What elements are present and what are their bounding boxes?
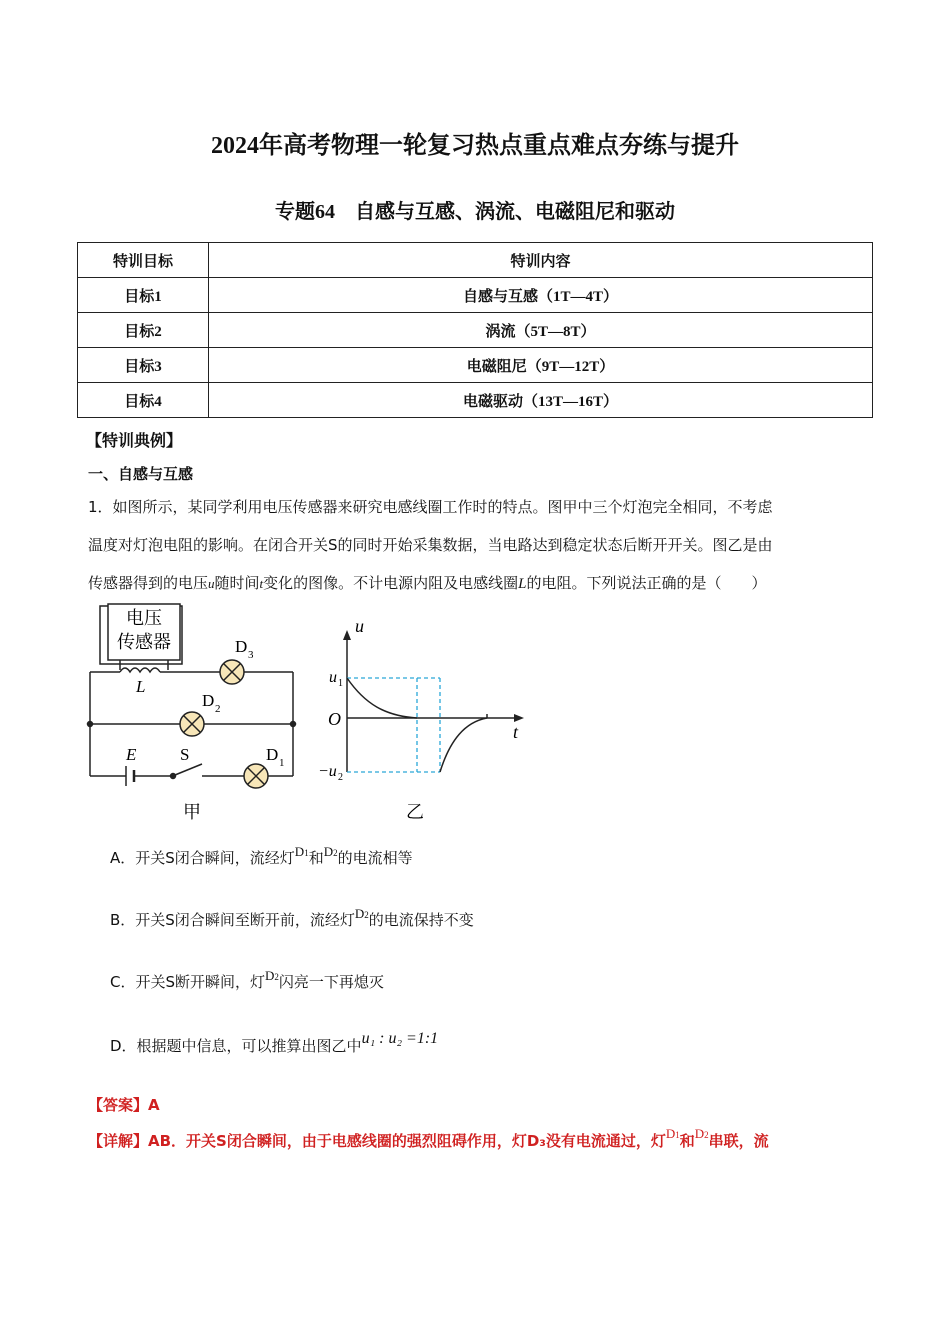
table-header-row [78,243,873,278]
option-a-d2: D [323,844,334,859]
var-u: u [208,576,215,591]
question-fragment: 变化的图像。不计电源内阻及电感线圈 [263,574,519,592]
var-t: t [259,576,264,591]
inductor-coil [120,668,160,672]
option-d-formula: u₁ : u₂ =1:1 [361,1030,439,1047]
detail-d1-sub: 1 [675,1130,680,1140]
table-cell: 涡流（5T—8T） [209,313,873,348]
question-line: 温度对灯泡电阻的影响。在闭合开关S的同时开始采集数据，当电路达到稳定状态后断开开关。图乙是由 [88,536,773,554]
table-row [78,348,873,383]
option-d [110,1032,438,1060]
option-b [110,906,474,930]
u2-subscript: 2 [338,772,343,783]
section-heading-examples: 【特训典例】 [86,431,183,450]
detail-d2-sub: 2 [704,1130,709,1140]
option-a [110,844,413,868]
option-a-tail: 的电流相等 [337,849,413,867]
option-d-text: D．根据题中信息，可以推算出图乙中 [110,1037,362,1055]
detail-fragment: 串联，流 [708,1132,769,1150]
circuit-and-graph-figure [80,600,550,830]
lamp-d3-icon [220,660,244,684]
lamp-d1-icon [244,764,268,788]
document-subtitle: 专题64 自感与互感、涡流、电磁阻尼和驱动 [275,201,675,223]
var-L: L [518,576,527,592]
training-targets-table [77,242,873,418]
table-cell: 电磁驱动（13T—16T） [209,383,873,418]
detail-fragment: 和 [679,1132,695,1150]
option-c [110,968,384,992]
question-line [88,564,868,603]
table-cell: 目标2 [78,313,209,348]
option-c-d2: D [265,968,275,983]
table-cell: 自感与互感（1T—4T） [209,278,873,313]
u1-subscript: 1 [338,678,343,689]
u-axis-arrow [343,630,351,640]
option-a-and: 和 [308,849,324,867]
switch-blade [175,764,202,775]
t-axis-label: t [513,722,519,742]
document-title: 2024年高考物理一轮复习热点重点难点夯练与提升 [211,133,739,159]
origin-label: O [328,709,341,729]
inductor-label: L [136,677,146,696]
option-a-text: A．开关S闭合瞬间，流经灯 [110,849,295,867]
neg-u2-label: −u [318,763,337,780]
option-c-tail: 闪亮一下再熄灭 [278,973,384,991]
question-fragment: 传感器得到的电压 [88,574,209,592]
option-b-d2-sub: 2 [364,910,369,920]
d3-subscript: 3 [248,649,254,661]
u1-label: u [329,669,337,686]
detail-d2: D [694,1126,705,1141]
option-a-d1: D [294,844,305,859]
table-header-cell: 特训目标 [78,243,209,278]
d3-label: D [235,637,248,656]
d1-subscript: 1 [279,757,285,769]
voltage-time-graph [318,616,524,823]
table-cell: 目标4 [78,383,209,418]
table-cell: 目标1 [78,278,209,313]
dashed-guides [347,678,440,772]
question-fragment: 的电阻。下列说法正确的是（ ） [526,574,767,592]
decay-curve-positive [347,678,417,718]
table-header-cell: 特训内容 [209,243,873,278]
d2-subscript: 2 [215,703,221,715]
section-heading-self-induction: 一、自感与互感 [88,465,194,483]
option-b-d2: D [354,906,365,921]
option-c-d2-sub: 2 [274,972,279,982]
table-row [78,383,873,418]
d2-label: D [202,691,215,710]
caption-yi: 乙 [406,802,424,823]
answer-label: 【答案】A [88,1096,160,1114]
sensor-label-line2: 传感器 [117,632,171,653]
option-b-tail: 的电流保持不变 [368,911,474,929]
sensor-label-line1: 电压 [126,608,162,629]
detail-d1: D [665,1126,676,1141]
table-cell: 目标3 [78,348,209,383]
table-row [78,278,873,313]
table-row [78,313,873,348]
question-line: 1．如图所示，某同学利用电压传感器来研究电感线圈工作时的特点。图甲中三个灯泡完全相同，不考虑 [88,498,773,516]
option-a-d2-sub: 2 [333,848,338,858]
detail-fragment: 【详解】AB．开关S闭合瞬间，由于电感线圈的强烈阻碍作用，灯D₃没有电流通过，灯 [88,1132,666,1150]
lamp-d2-icon [180,712,204,736]
u-axis-label: u [355,616,364,636]
caption-jia: 甲 [183,802,201,823]
option-c-text: C．开关S断开瞬间，灯 [110,973,265,991]
option-a-d1-sub: 1 [304,848,309,858]
d1-label: D [266,745,279,764]
switch-label: S [180,745,190,764]
battery-label: E [126,745,137,764]
switch-pivot [171,774,176,779]
t-axis-arrow [514,714,524,722]
option-b-text: B．开关S闭合瞬间至断开前，流经灯 [110,911,355,929]
detail-text [88,1126,878,1152]
question-fragment: 随时间 [214,574,260,592]
table-cell: 电磁阻尼（9T—12T） [209,348,873,383]
decay-curve-negative [440,718,487,772]
question-text [88,488,868,603]
